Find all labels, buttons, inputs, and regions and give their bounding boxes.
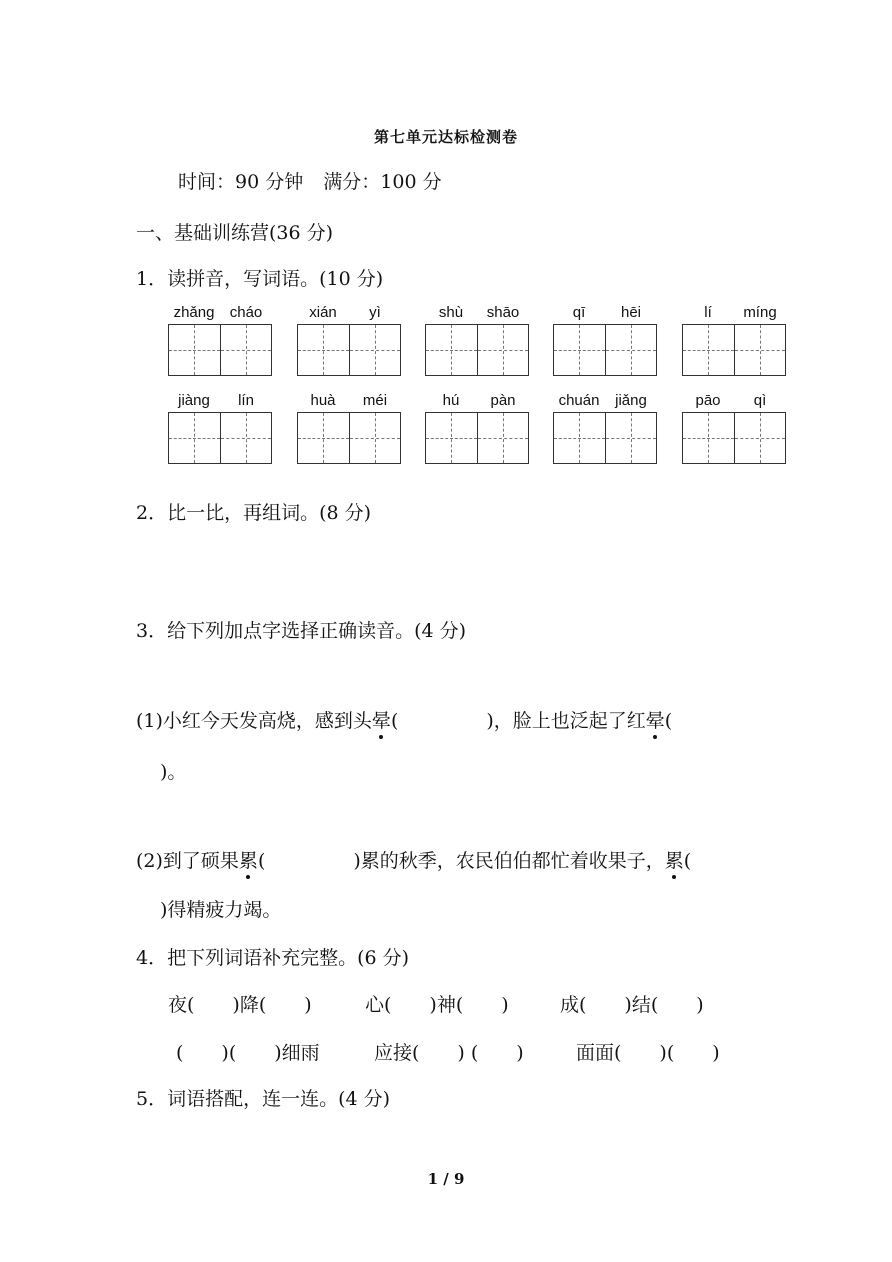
- exam-meta: [178, 167, 456, 194]
- grid-cell[interactable]: [605, 413, 656, 463]
- grid-cell[interactable]: [683, 325, 734, 375]
- pinyin-label: méi: [362, 392, 388, 409]
- page-title: 第七单元达标检测卷: [373, 128, 518, 146]
- pinyin-label: pàn: [490, 392, 516, 409]
- pinyin-label: xián: [309, 304, 337, 321]
- pinyin-label: shù: [438, 304, 464, 321]
- grid-cell[interactable]: [554, 325, 605, 375]
- time-limit: 时间：90 分钟: [178, 171, 304, 193]
- q3-sentence-2-cont: )得精疲力竭。: [160, 899, 282, 921]
- page-number: 1 / 9: [427, 1170, 465, 1188]
- pinyin-label: zhǎng: [173, 304, 215, 321]
- grid-cell[interactable]: [426, 413, 477, 463]
- question-4-label: 4．把下列词语补充完整。(6 分): [136, 947, 410, 969]
- pinyin-label: yì: [369, 304, 381, 321]
- pinyin-label: lí: [704, 304, 712, 321]
- grid-cell[interactable]: [605, 325, 656, 375]
- pinyin-label: hēi: [620, 304, 642, 321]
- writing-grid[interactable]: [553, 412, 657, 464]
- grid-cell[interactable]: [734, 413, 785, 463]
- pinyin-label: shāo: [486, 304, 520, 321]
- fill-item[interactable]: 心( )神( ): [365, 994, 509, 1016]
- q3-sentence-1-cont: )。: [160, 761, 187, 783]
- writing-grid[interactable]: [425, 412, 529, 464]
- q3-sentence-2: (2)到了硕果累( )累的秋季，农民伯伯都忙着收果子，累(: [136, 846, 691, 873]
- grid-cell[interactable]: [220, 413, 271, 463]
- writing-grid[interactable]: [682, 412, 786, 464]
- full-score: 满分：100 分: [323, 171, 442, 193]
- pinyin-label: pāo: [695, 392, 721, 409]
- fill-item[interactable]: ( )( )细雨: [176, 1042, 320, 1064]
- fill-item[interactable]: 面面( )( ): [576, 1042, 720, 1064]
- fill-item[interactable]: 成( )结( ): [560, 994, 704, 1016]
- fill-item[interactable]: 夜( )降( ): [168, 994, 312, 1016]
- question-1-label: 1．读拼音，写词语。(10 分): [136, 268, 384, 290]
- pinyin-label: jiǎng: [615, 392, 647, 409]
- grid-cell[interactable]: [554, 413, 605, 463]
- dotted-char: 累: [665, 846, 684, 873]
- grid-cell[interactable]: [169, 413, 220, 463]
- pinyin-label: qī: [572, 304, 586, 321]
- writing-grid[interactable]: [168, 324, 272, 376]
- section-heading: 一、基础训练营(36 分): [136, 222, 334, 244]
- q3-sentence-1: (1)小红今天发高烧，感到头晕( )，脸上也泛起了红晕(: [136, 706, 672, 733]
- writing-grid[interactable]: [682, 324, 786, 376]
- dotted-char: 晕: [646, 706, 665, 733]
- writing-grid[interactable]: [168, 412, 272, 464]
- grid-cell[interactable]: [734, 325, 785, 375]
- grid-cell[interactable]: [477, 325, 528, 375]
- writing-grid[interactable]: [297, 412, 401, 464]
- grid-cell[interactable]: [349, 325, 400, 375]
- dotted-char: 晕: [372, 706, 391, 733]
- grid-cell[interactable]: [298, 325, 349, 375]
- pinyin-label: jiàng: [178, 392, 210, 409]
- pinyin-label: cháo: [229, 304, 263, 321]
- pinyin-label: huà: [310, 392, 336, 409]
- question-5-label: 5．词语搭配，连一连。(4 分): [136, 1088, 391, 1110]
- writing-grid[interactable]: [553, 324, 657, 376]
- writing-grid[interactable]: [425, 324, 529, 376]
- fill-item[interactable]: 应接( ) ( ): [374, 1042, 524, 1064]
- pinyin-label: chuán: [558, 392, 600, 409]
- grid-cell[interactable]: [349, 413, 400, 463]
- grid-cell[interactable]: [426, 325, 477, 375]
- pinyin-label: qì: [753, 392, 767, 409]
- grid-cell[interactable]: [220, 325, 271, 375]
- grid-cell[interactable]: [477, 413, 528, 463]
- grid-cell[interactable]: [169, 325, 220, 375]
- grid-cell[interactable]: [298, 413, 349, 463]
- pinyin-label: míng: [743, 304, 777, 321]
- dotted-char: 累: [239, 846, 258, 873]
- grid-cell[interactable]: [683, 413, 734, 463]
- pinyin-label: hú: [442, 392, 460, 409]
- question-2-label: 2．比一比，再组词。(8 分): [136, 502, 372, 524]
- pinyin-label: lín: [238, 392, 254, 409]
- question-3-label: 3．给下列加点字选择正确读音。(4 分): [136, 620, 467, 642]
- writing-grid[interactable]: [297, 324, 401, 376]
